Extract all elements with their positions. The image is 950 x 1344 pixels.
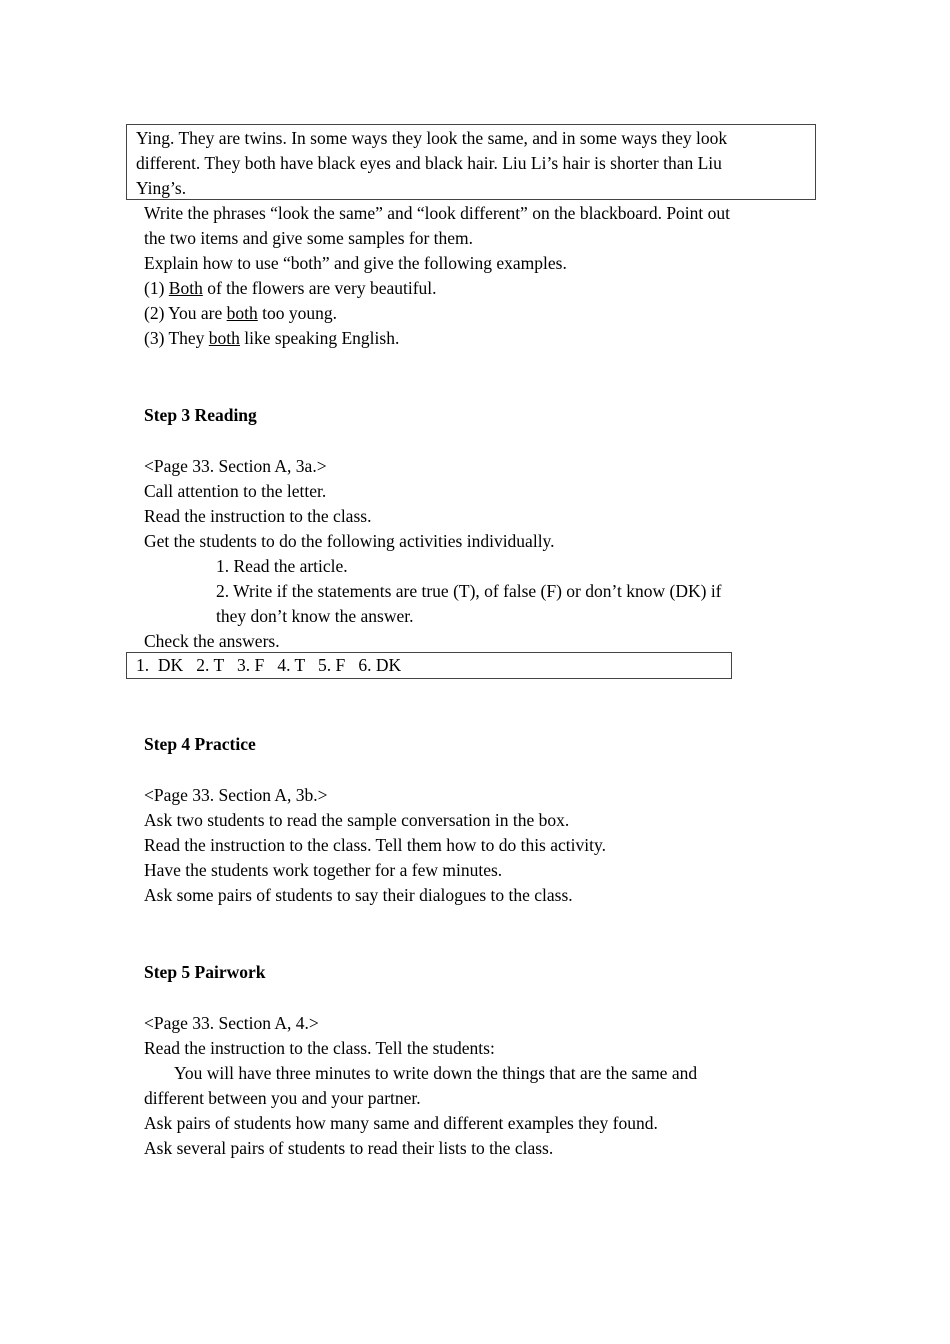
example-1: [144, 276, 437, 301]
example-3: [144, 326, 399, 351]
step5-reference: <Page 33. Section A, 4.>: [144, 1013, 319, 1033]
step3-closing: Check the answers.: [144, 631, 280, 651]
step4-line: Read the instruction to the class. Tell them how to do this activity.: [144, 835, 606, 855]
step4-line: Ask some pairs of students to say their dialogues to the class.: [144, 885, 573, 905]
example-keyword: Both: [168, 278, 203, 298]
step5-line: Ask pairs of students how many same and different examples they found.: [144, 1113, 658, 1133]
step3-activity: 2. Write if the statements are true (T), of false (F) or don’t know (DK) if: [216, 581, 722, 601]
step3-activity: 1. Read the article.: [216, 556, 348, 576]
example-keyword: both: [208, 328, 240, 348]
step5-line: Ask several pairs of students to read their lists to the class.: [144, 1138, 554, 1158]
step3-reference: <Page 33. Section A, 3a.>: [144, 456, 327, 476]
note-line: the two items and give some samples for them.: [144, 228, 474, 248]
example-prefix: (2) You are: [144, 303, 227, 323]
example-suffix: of the flowers are very beautiful.: [202, 278, 437, 298]
example-prefix: (1): [144, 278, 169, 298]
step4-reference: <Page 33. Section A, 3b.>: [144, 785, 328, 805]
step4-heading: Step 4 Practice: [144, 734, 256, 754]
passage-box: [126, 124, 816, 200]
step3-line: Call attention to the letter.: [144, 481, 327, 501]
passage-line: different. They both have black eyes and black hair. Liu Li’s hair is shorter than Liu: [136, 153, 722, 173]
step3-activity: they don’t know the answer.: [216, 606, 414, 626]
example-2: [144, 301, 337, 326]
step5-heading: Step 5 Pairwork: [144, 962, 266, 982]
step4-line: Have the students work together for a few minutes.: [144, 860, 503, 880]
example-prefix: (3) They: [144, 328, 209, 348]
step4-line: Ask two students to read the sample conversation in the box.: [144, 810, 570, 830]
example-suffix: too young.: [257, 303, 338, 323]
answers-text: 1. DK 2. T 3. F 4. T 5. F 6. DK: [136, 655, 402, 675]
step5-line: different between you and your partner.: [144, 1088, 421, 1108]
step3-line: Get the students to do the following activities individually.: [144, 531, 555, 551]
note-line: Explain how to use “both” and give the following examples.: [144, 253, 567, 273]
passage-line: Ying. They are twins. In some ways they look the same, and in some ways they look: [136, 128, 728, 148]
step3-heading: Step 3 Reading: [144, 405, 257, 425]
example-suffix: like speaking English.: [239, 328, 400, 348]
step3-line: Read the instruction to the class.: [144, 506, 372, 526]
passage-line: Ying’s.: [136, 178, 187, 198]
example-keyword: both: [226, 303, 258, 323]
step5-line: You will have three minutes to write down the things that are the same and: [144, 1063, 698, 1083]
step5-line: Read the instruction to the class. Tell the students:: [144, 1038, 495, 1058]
answers-box: [126, 652, 732, 679]
note-line: Write the phrases “look the same” and “look different” on the blackboard. Point out: [144, 203, 731, 223]
